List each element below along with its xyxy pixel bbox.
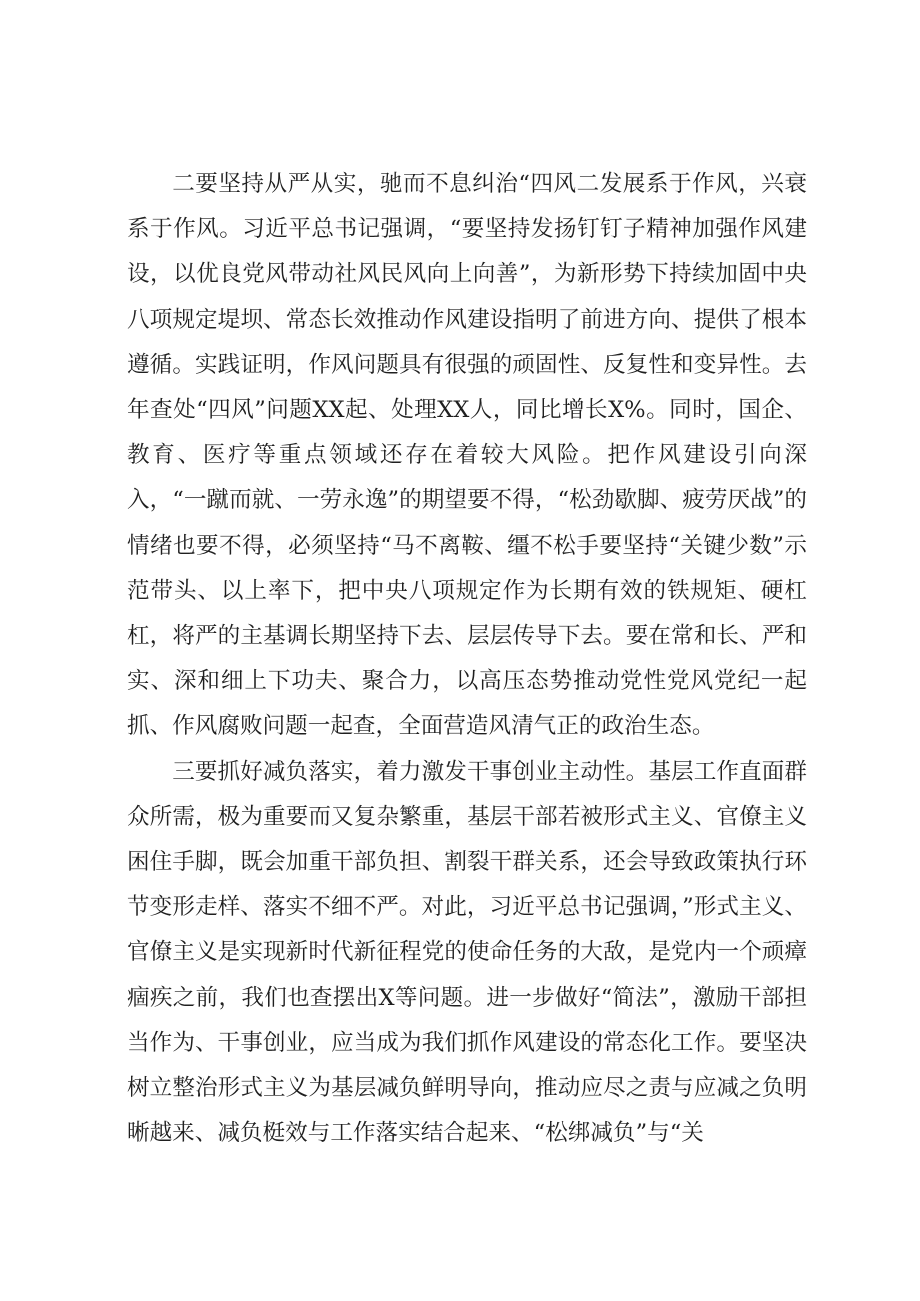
paragraph-strict-style: 二要坚持从严从实，驰而不息纠治“四风二发展系于作风，兴衰系于作风。习近平总书记强调，“要坚持发扬钉钉子精神加强作风建设，以优良党风带动社风民风向上向善”，为新形势下持续加固中央八项规定堤坝、常态长效推动作风建设指明了前进方向、提供了根本遵循。实践证明，作风问题具有很强的顽固性、反复性和变异性。去年查处“四风”问题XX起、处理XX人，同比增长X%。同时，国企、教育、医疗等重点领域还存在着较大风险。把作风建设引向深入，“一蹴而就、一劳永逸”的期望要不得，“松劲歇脚、疲劳厌战”的情绪也要不得，必须坚持“马不离鞍、缰不松手要坚持“关键少数”示范带头、以上率下，把中央八项规定作为长期有效的铁规矩、硬杠杠，将严的主基调长期坚持下去、层层传导下去。要在常和长、严和实、深和细上下功夫、聚合力，以高压态势推动党性党风党纪一起抓、作风腐败问题一起查，全面营造风清气正的政治生态。: [127, 171, 807, 740]
paragraph-burden-reduction: 三要抓好减负落实，着力激发干事创业主动性。基层工作直面群众所需，极为重要而又复杂繁重，基层干部若被形式主义、官僚主义困住手脚，既会加重干部负担、割裂干群关系，还会导致政策执行环节变形走样、落实不细不严。对此，习近平总书记强调，”形式主义、官僚主义是实现新时代新征程党的使命任务的大敌，是党内一个顽瘴痼疾之前，我们也查摆出X等问题。进一步做好“简法”，激励干部担当作为、干事创业，应当成为我们抓作风建设的常态化工作。要坚决树立整治形式主义为基层减负鲜明导向，推动应尽之责与应减之负明晰越来、减负梃效与工作落实结合起来、“松绑减负”与“关: [127, 758, 807, 1147]
document-body: [127, 162, 807, 1156]
